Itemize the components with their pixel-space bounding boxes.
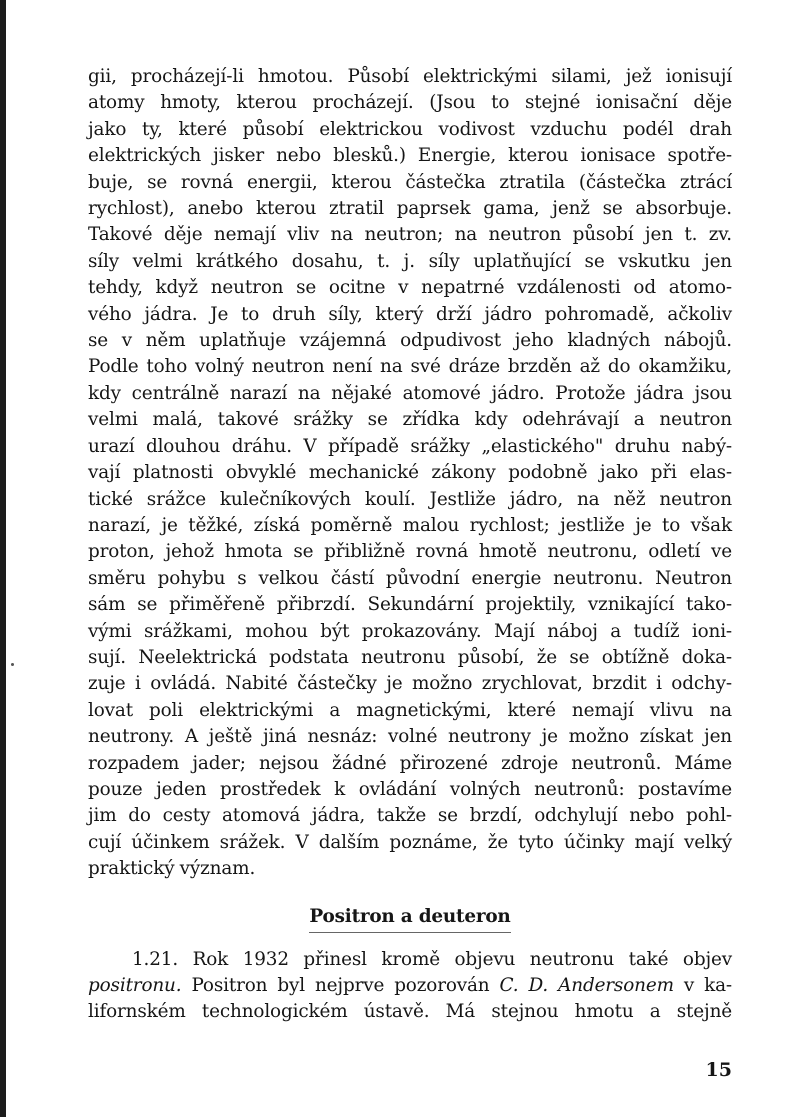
italic-term-positronu: positronu. xyxy=(88,975,182,996)
text-line: neutrony. A ještě jiná nesnáz: volné neutrony je možno získat jen xyxy=(88,726,732,748)
text-line: tehdy, když neutron se ocitne v nepatrné vzdálenosti od atomo- xyxy=(88,277,732,299)
text-line: gii, procházejí-li hmotou. Působí elektrickými silami, jež ionisují xyxy=(88,66,732,87)
section-line-2-end: v ka- xyxy=(673,975,732,996)
scan-binding-edge xyxy=(0,0,6,1117)
text-line: buje, se rovná energii, kterou částečka ztratila (částečka ztrácí xyxy=(88,171,732,193)
text-line: velmi malá, takové srážky se zřídka kdy odehrávají a neutron xyxy=(88,409,732,431)
text-line: narazí, je těžké, získá poměrně malou rychlost; jestliže je to však xyxy=(88,514,732,536)
text-line: proton, jehož hmota se přibližně rovná hmotě neutronu, odletí ve xyxy=(88,541,732,563)
book-page xyxy=(88,64,732,1026)
page-number: 15 xyxy=(705,1059,732,1081)
text-line: jako ty, které působí elektrickou vodivost vzduchu podél drah xyxy=(88,118,732,140)
section-heading-text: Positron a deuteron xyxy=(309,905,510,933)
text-line: vají platnosti obvyklé mechanické zákony podobně jako při elas- xyxy=(88,462,732,484)
text-line: tické srážce kulečníkových koulí. Jestliže jádro, na něž neutron xyxy=(88,488,732,510)
section-line-2 xyxy=(88,973,732,999)
text-line: sám se přiměřeně přibrzdí. Sekundární projektily, vznikající tako- xyxy=(88,594,732,616)
text-line: kdy centrálně narazí na nějaké atomové jádro. Protože jádra jsou xyxy=(88,382,732,404)
text-line: elektrických jisker nebo blesků.) Energie, kterou ionisace spotře- xyxy=(88,145,732,167)
text-line: Takové děje nemají vliv na neutron; na neutron působí jen t. zv. xyxy=(88,224,732,246)
section-line-1: 1.21. Rok 1932 přinesl kromě objevu neutronu také objev xyxy=(132,948,732,970)
section-line-2-mid: Positron byl nejprve pozorován xyxy=(181,975,500,996)
main-paragraph xyxy=(88,64,732,883)
text-line: síly velmi krátkého dosahu, t. j. síly uplatňující se vskutku jen xyxy=(88,250,732,272)
text-line: urazí dlouhou dráhu. V případě srážky „elastického" druhu nabý- xyxy=(88,435,732,457)
section-line-3: lifornském technologickém ústavě. Má stejnou hmotu a stejně xyxy=(88,1001,732,1023)
section-heading xyxy=(88,905,732,933)
text-line: vými srážkami, mohou být prokazovány. Mají náboj a tudíž ioni- xyxy=(88,620,732,642)
text-line: Podle toho volný neutron není na své dráze brzděn až do okamžiku, xyxy=(88,356,732,378)
text-line: pouze jeden prostředek k ovládání volných neutronů: postavíme xyxy=(88,778,732,800)
text-line: vého jádra. Je to druh síly, který drží jádro pohromadě, ačkoliv xyxy=(88,303,732,325)
text-line: směru pohybu s velkou částí původní energie neutronu. Neutron xyxy=(88,567,732,589)
text-line: atomy hmoty, kterou procházejí. (Jsou to stejné ionisační děje xyxy=(88,92,732,114)
text-line: se v něm uplatňuje vzájemná odpudivost jeho kladných nábojů. xyxy=(88,330,732,352)
section-paragraph xyxy=(88,947,732,1026)
text-line-last: praktický význam. xyxy=(88,858,256,880)
text-line: rozpadem jader; nejsou žádné přirozené zdroje neutronů. Máme xyxy=(88,752,732,774)
text-line: sují. Neelektrická podstata neutronu působí, že se obtížně doka- xyxy=(88,646,732,668)
italic-name-anderson: C. D. Andersonem xyxy=(499,975,674,996)
scan-speck xyxy=(11,663,14,666)
text-line: rychlost), anebo kterou ztratil paprsek gama, jenž se absorbuje. xyxy=(88,198,732,220)
text-line: cují účinkem srážek. V dalším poznáme, že tyto účinky mají velký xyxy=(88,831,732,853)
text-line: jim do cesty atomová jádra, takže se brzdí, odchylují nebo pohl- xyxy=(88,805,732,827)
text-line: zuje i ovládá. Nabité částečky je možno zrychlovat, brzdit i odchy- xyxy=(88,673,732,695)
text-line: lovat poli elektrickými a magnetickými, které nemají vlivu na xyxy=(88,699,732,721)
